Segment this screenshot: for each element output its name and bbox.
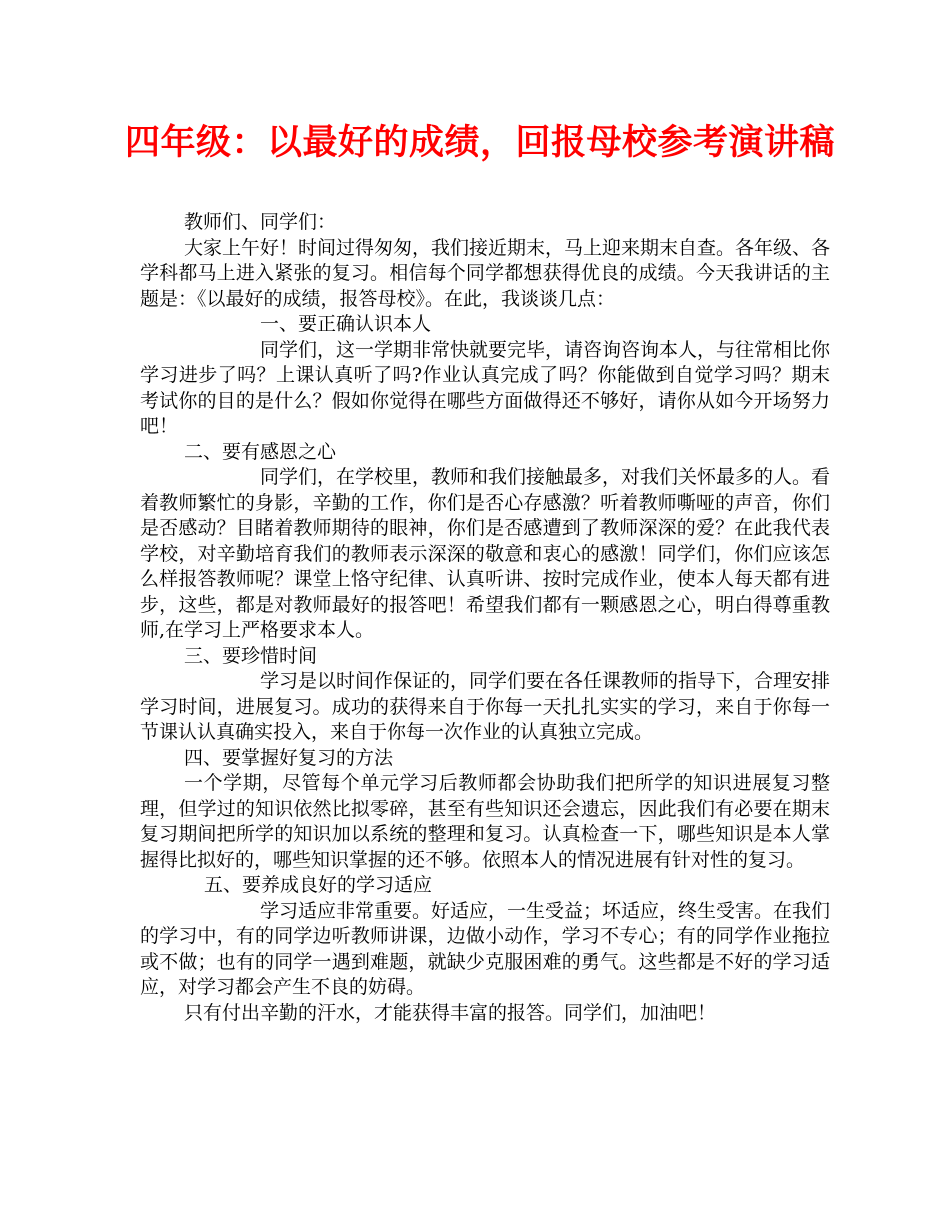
section-heading-4: 四、要掌握好复习的方法 [184, 746, 394, 769]
paragraph-section-2: 同学们，在学校里，教师和我们接触最多，对我们关怀最多的人。看着教师繁忙的身影，辛勤的工作，你们是否心存感激？听着教师嘶哑的声音，你们是否感动？目睹着教师期待的眼神，你们是否感遭到了教师深深的爱？在此我代表学校，对辛勤培育我们的教师表示深深的敬意和衷心的感激！同学们，你们应该怎么样报答教师呢？课堂上恪守纪律、认真听讲、按时完成作业，使本人每天都有进步，这些，都是对教师最好的报答吧！希望我们都有一颗感恩之心，明白得尊重教师,在学习上严格要求本人。 [140, 466, 831, 641]
section-heading-5: 五、要养成良好的学习适应 [204, 874, 433, 896]
paragraph-section-4: 一个学期，尽管每个单元学习后教师都会协助我们把所学的知识进展复习整理，但学过的知识依然比拟零碎，甚至有些知识还会遗忘，因此我们有必要在期末复习期间把所学的知识加以系统的整理和复习。认真检查一下，哪些知识是本人掌握得比拟好的，哪些知识掌握的还不够。依照本人的情况进展有针对性的复习。 [140, 772, 830, 871]
paragraph-closing: 只有付出辛勤的汗水，才能获得丰富的报答。同学们，加油吧！ [184, 1001, 717, 1024]
paragraph-section-1: 同学们，这一学期非常快就要完毕，请咨询咨询本人，与往常相比你学习进步了吗？上课认真听了吗?作业认真完成了吗？你能做到自觉学习吗？期末考试你的目的是什么？假如你觉得在哪些方面做得还不够好，请你从如今开场努力吧！ [140, 338, 831, 437]
section-heading-1: 一、要正确认识本人 [260, 313, 432, 335]
paragraph-section-3: 学习是以时间作保证的，同学们要在各任课教师的指导下，合理安排学习时间，进展复习。成功的获得来自于你每一天扎扎实实的学习，来自于你每一节课认认真确实投入，来自于你每一次作业的认真独立完成。 [140, 670, 831, 743]
section-heading-3: 三、要珍惜时间 [184, 644, 318, 667]
paragraph-section-5: 学习适应非常重要。好适应，一生受益；坏适应，终生受害。在我们的学习中，有的同学边听教师讲课，边做小动作，学习不专心；有的同学作业拖拉或不做；也有的同学一遇到难题，就缺少克服困难的勇气。这些都是不好的学习适应，对学习都会产生不良的妨碍。 [140, 899, 831, 998]
section-heading-2: 二、要有感恩之心 [184, 440, 337, 463]
document-body [140, 210, 830, 1026]
document-title: 四年级：以最好的成绩，回报母校参考演讲稿 [124, 123, 835, 163]
greeting: 教师们、同学们： [184, 211, 337, 233]
paragraph-intro: 大家上午好！时间过得匆匆，我们接近期末，马上迎来期末自查。各年级、各学科都马上进入紧张的复习。相信每个同学都想获得优良的成绩。今天我讲话的主题是：《以最好的成绩，报答母校》。在此，我谈谈几点： [140, 236, 831, 310]
